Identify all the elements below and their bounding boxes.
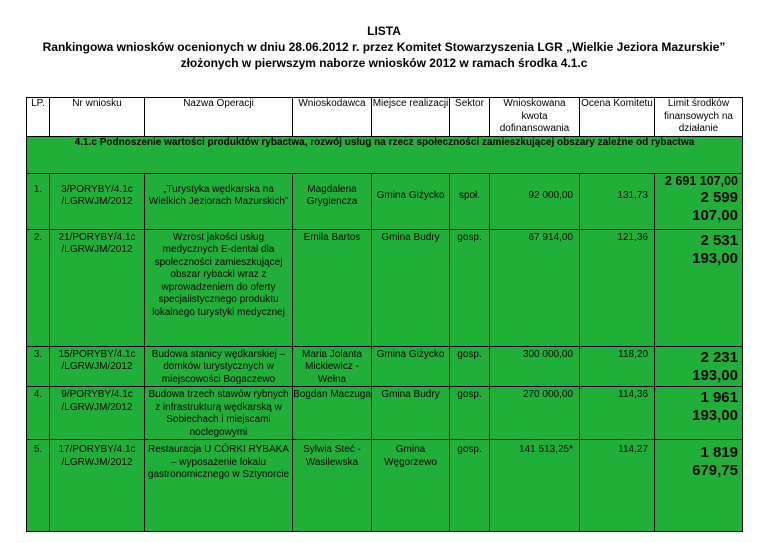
cell-limit	[655, 229, 743, 346]
cell-ocena: 114,27	[580, 440, 655, 532]
col-limit: Limit środków finansowych na działanie	[655, 98, 743, 137]
limit-value: 2 599 107,00	[692, 188, 738, 224]
table-row	[27, 346, 743, 387]
cell-miejsce: Gmina Budry	[372, 387, 450, 440]
cell-sektor: gosp.	[450, 346, 490, 387]
cell-wnioskodawca: Sylwia Steć - Wasilewska	[293, 440, 372, 532]
cell-limit	[655, 346, 743, 387]
cell-wnioskodawca: Maria Jolanta Mickiewicz - Wełna	[293, 346, 372, 387]
cell-miejsce: Gmina Węgorzewo	[372, 440, 450, 532]
cell-nazwa: Budowa trzech stawów rybnych z infrastrukturą wędkarską w Sobiechach i miejscami noclegowymi	[145, 387, 293, 440]
col-wnioskodawca: Wnioskodawca	[293, 98, 372, 137]
cell-kwota: 141 513,25*	[490, 440, 580, 532]
cell-nazwa: „Turystyka wędkarska na Wielkich Jeziorach Mazurskich”	[145, 173, 293, 229]
cell-nazwa: Wzrost jakości usług medycznych E-dental dla społeczności zamieszkującej obszar rybacki wraz z wprowadzeniem do oferty specjalistycznego produktu lokalnego turystyki medycznej	[145, 229, 293, 346]
cell-miejsce: Gmina Giżycko	[372, 346, 450, 387]
cell-lp: 2.	[27, 229, 50, 346]
section-title: 4.1.c Podnoszenie wartości produktów rybactwa, rozwój usług na rzecz społeczności zamieszkującej obszary zależne od rybactwa	[27, 136, 743, 173]
col-miejsce: Miejsce realizacji	[372, 98, 450, 137]
ranking-table	[26, 97, 743, 532]
initial-limit: 2 691 107,00	[665, 173, 738, 188]
col-lp: LP.	[27, 98, 50, 137]
document-title	[0, 0, 768, 71]
col-nazwa: Nazwa Operacji	[145, 98, 293, 137]
cell-nazwa: Budowa stanicy wędkarskiej – domków turystycznych w miejscowości Bogaczewo	[145, 346, 293, 387]
cell-limit	[655, 387, 743, 440]
cell-miejsce: Gmina Budry	[372, 229, 450, 346]
cell-ocena: 121,36	[580, 229, 655, 346]
cell-nr: 21/PORYBY/4.1c /LGRWJM/2012	[50, 229, 145, 346]
cell-ocena: 118,20	[580, 346, 655, 387]
cell-nr: 17/PORYBY/4.1c /LGRWJM/2012	[50, 440, 145, 532]
col-kwota: Wnioskowana kwota dofinansowania	[490, 98, 580, 137]
cell-lp: 1.	[27, 173, 50, 229]
cell-lp: 3.	[27, 346, 50, 387]
limit-value: 2 531 193,00	[692, 231, 738, 267]
cell-lp: 5.	[27, 440, 50, 532]
cell-kwota: 270 000,00	[490, 387, 580, 440]
title-line-2: Rankingowa wniosków ocenionych w dniu 28.06.2012 r. przez Komitet Stowarzyszenia LGR „Wielkie Jeziora Mazurskie”	[42, 40, 726, 54]
cell-nr: 15/PORYBY/4.1c /LGRWJM/2012	[50, 346, 145, 387]
cell-sektor: gosp.	[450, 387, 490, 440]
cell-sektor: gosp.	[450, 229, 490, 346]
header-row	[27, 98, 743, 137]
cell-limit	[655, 173, 743, 229]
table-row	[27, 440, 743, 532]
cell-miejsce: Gmina Giżycko	[372, 173, 450, 229]
cell-nr: 3/PORYBY/4.1c /LGRWJM/2012	[50, 173, 145, 229]
col-ocena: Ocena Komitetu	[580, 98, 655, 137]
table-row	[27, 387, 743, 440]
table-row	[27, 173, 743, 229]
col-sektor: Sektor	[450, 98, 490, 137]
col-nr: Nr wniosku	[50, 98, 145, 137]
cell-kwota: 300 000,00	[490, 346, 580, 387]
section-row	[27, 136, 743, 173]
cell-sektor: społ.	[450, 173, 490, 229]
cell-kwota: 67 914,00	[490, 229, 580, 346]
limit-value: 1 819 679,75	[692, 444, 738, 479]
cell-ocena: 114,36	[580, 387, 655, 440]
title-line-3: złożonych w pierwszym naborze wniosków 2012 w ramach środka 4.1.c	[180, 56, 588, 70]
cell-wnioskodawca: Magdalena Grygiencza	[293, 173, 372, 229]
cell-kwota: 92 000,00	[490, 173, 580, 229]
cell-nazwa: Restauracja U CÓRKI RYBAKA – wyposażenie lokalu gastronomicznego w Sztynorcie	[145, 440, 293, 532]
table-row	[27, 229, 743, 346]
cell-sektor: gosp.	[450, 440, 490, 532]
cell-wnioskodawca: Emila Bartos	[293, 229, 372, 346]
limit-value: 1 961 193,00	[692, 389, 738, 424]
cell-nr: 9/PORYBY/4.1c /LGRWJM/2012	[50, 387, 145, 440]
limit-value: 2 231 193,00	[692, 348, 738, 384]
title-line-1: LISTA	[367, 24, 401, 38]
cell-wnioskodawca: Bogdan Maczuga	[293, 387, 372, 440]
cell-limit	[655, 440, 743, 532]
cell-lp: 4.	[27, 387, 50, 440]
cell-ocena: 131,73	[580, 173, 655, 229]
